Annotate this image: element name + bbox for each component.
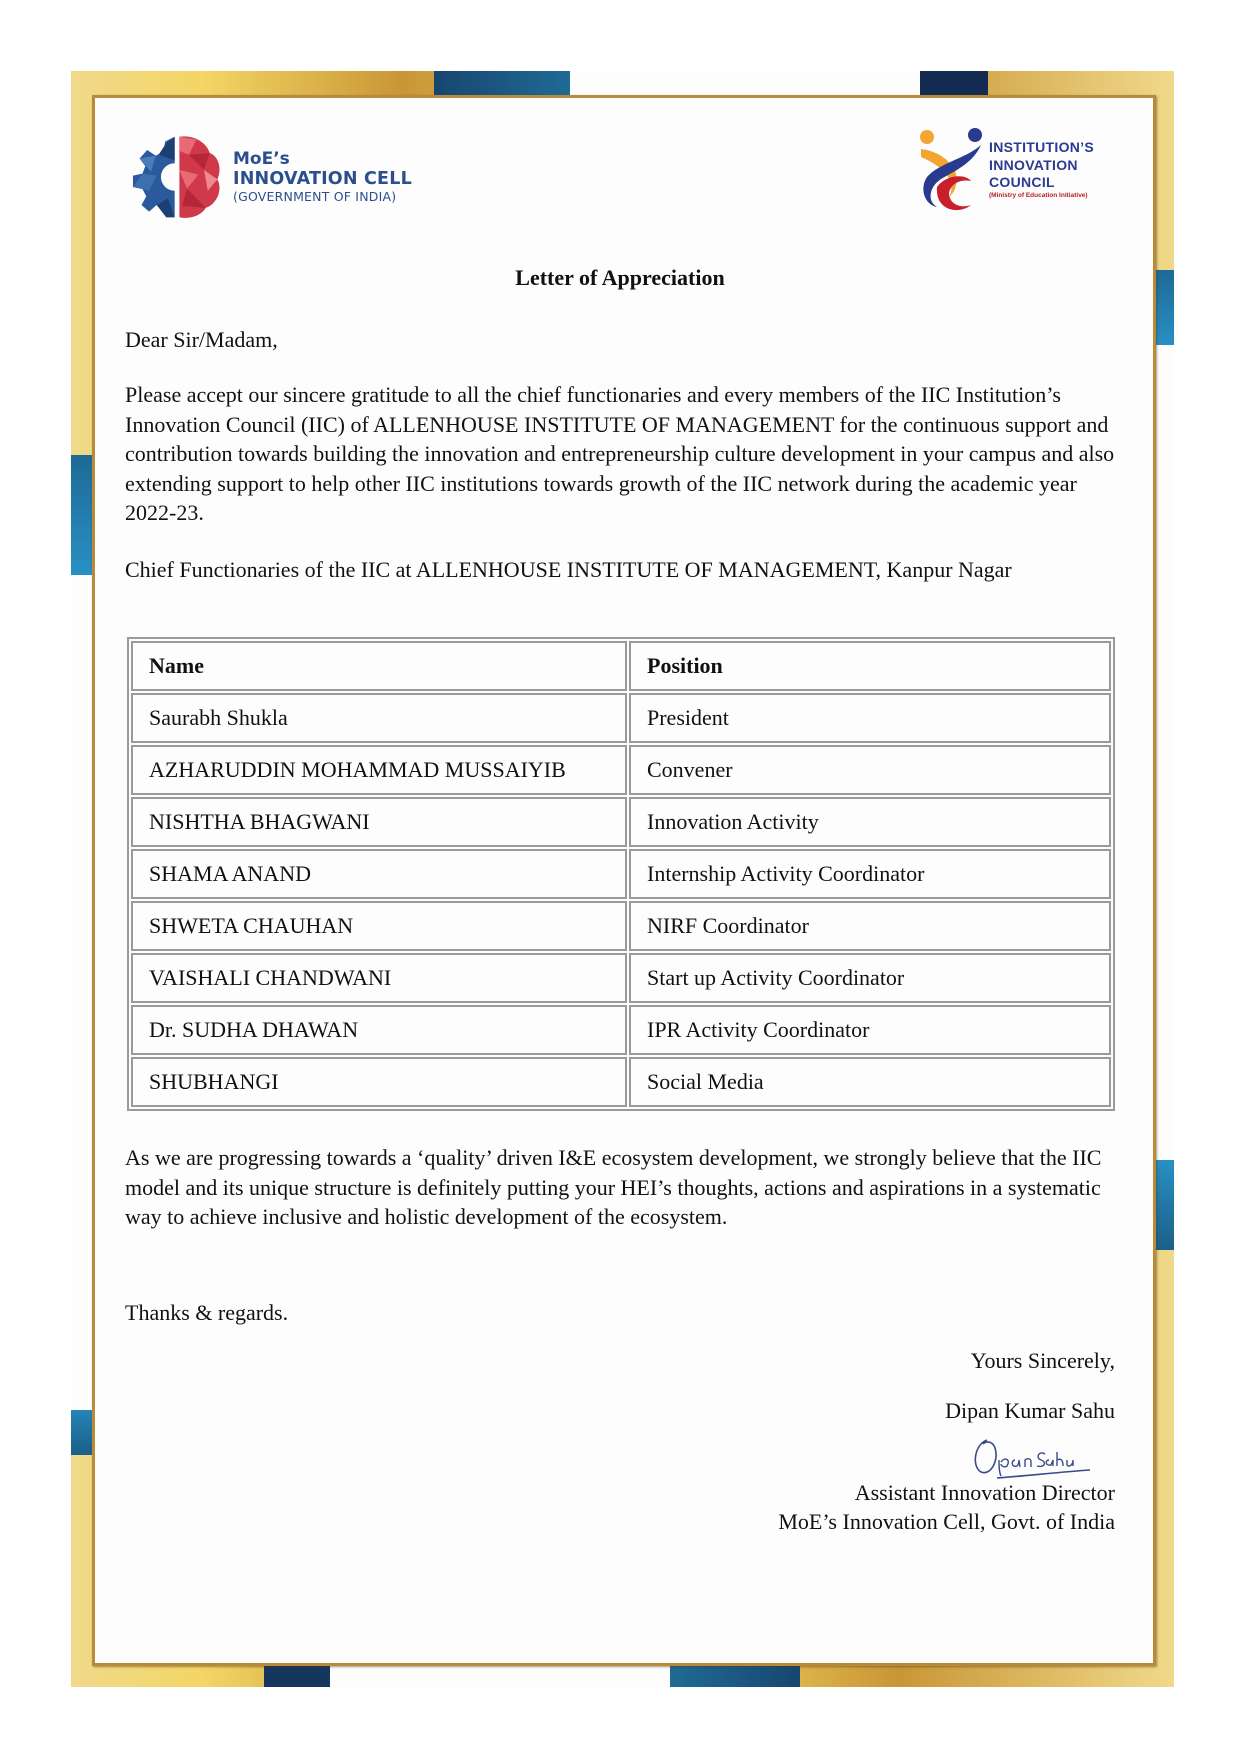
table-row [131, 953, 1111, 1003]
table-row [131, 693, 1111, 743]
column-header-position: Position [629, 641, 1111, 691]
signatory-organization: MoE’s Innovation Cell, Govt. of India [778, 1509, 1115, 1534]
table-row [131, 849, 1111, 899]
moe-logo-line1: MoE’s [233, 149, 290, 170]
iic-logo [915, 122, 1125, 217]
iic-logo-line3: COUNCIL [989, 174, 1055, 191]
moe-innovation-cell-logo [130, 132, 430, 222]
gear-brain-logo-icon [130, 132, 225, 222]
table-row [131, 745, 1111, 795]
moe-logo-line3: (GOVERNMENT OF INDIA) [233, 188, 397, 204]
letter-title: Letter of Appreciation [515, 265, 725, 290]
frame-gap [330, 1665, 670, 1687]
member-name: SHWETA CHAUHAN [131, 901, 627, 951]
closing-paragraph: As we are progressing towards a ‘quality’ driven I&E ecosystem development, we strongly believe that the IIC model and its unique structure is definitely putting your HEI’s thoughts, actions and aspirations in a systematic way to achieve inclusive and holistic development of the ecosystem. [125, 1145, 1102, 1229]
iic-logo-line2: INNOVATION [989, 156, 1078, 173]
functionaries-table [127, 637, 1115, 1111]
member-position: IPR Activity Coordinator [629, 1005, 1111, 1055]
iic-logo-line1: INSTITUTION’S [989, 139, 1095, 156]
frame-accent-blue [434, 71, 570, 95]
thanks-line: Thanks & regards. [125, 1300, 289, 1325]
member-position: President [629, 693, 1111, 743]
moe-logo-line2: INNOVATION CELL [233, 169, 412, 190]
member-name: NISHTHA BHAGWANI [131, 797, 627, 847]
member-name: SHUBHANGI [131, 1057, 627, 1107]
member-position: Convener [629, 745, 1111, 795]
handwritten-signature-icon [965, 1430, 1105, 1485]
frame-accent-navy [920, 71, 988, 95]
table-row [131, 797, 1111, 847]
member-name: VAISHALI CHANDWANI [131, 953, 627, 1003]
frame-gap [71, 575, 92, 1410]
member-position: Start up Activity Coordinator [629, 953, 1111, 1003]
frame-accent-navy [264, 1665, 330, 1687]
frame-accent-blue [71, 455, 92, 575]
member-position: Social Media [629, 1057, 1111, 1107]
member-position: Internship Activity Coordinator [629, 849, 1111, 899]
signatory-name: Dipan Kumar Sahu [945, 1398, 1115, 1423]
iic-logo-tagline: (Ministry of Education Initiative) [989, 191, 1088, 199]
member-position: Innovation Activity [629, 797, 1111, 847]
member-name: AZHARUDDIN MOHAMMAD MUSSAIYIB [131, 745, 627, 795]
frame-accent-blue [1153, 1160, 1174, 1250]
frame-accent-blue [71, 1410, 92, 1455]
functionaries-intro: Chief Functionaries of the IIC at ALLENHOUSE INSTITUTE OF MANAGEMENT, Kanpur Nagar [125, 557, 1012, 582]
frame-accent-blue [1153, 270, 1174, 345]
member-position: NIRF Coordinator [629, 901, 1111, 951]
frame-accent-blue [670, 1665, 800, 1687]
iic-figure-logo-icon [915, 127, 987, 212]
member-name: SHAMA ANAND [131, 849, 627, 899]
table-header-row [131, 641, 1111, 691]
salutation: Dear Sir/Madam, [125, 327, 278, 352]
member-name: Saurabh Shukla [131, 693, 627, 743]
body-paragraph: Please accept our sincere gratitude to all the chief functionaries and every members of the IIC Institution’s Innovation Council (IIC) of ALLENHOUSE INSTITUTE OF MANAGEMENT for the continuous support and contribution towards building the innovation and entrepreneurship culture development in your campus and also extending support to help other IIC institutions towards growth of the IIC network during the academic year 2022-23. [125, 382, 1115, 525]
signoff: Yours Sincerely, [970, 1348, 1115, 1373]
table-row [131, 1005, 1111, 1055]
frame-gap [1153, 345, 1174, 1160]
signatory-title: Assistant Innovation Director [854, 1480, 1115, 1505]
member-name: Dr. SUDHA DHAWAN [131, 1005, 627, 1055]
column-header-name: Name [131, 641, 627, 691]
table-row [131, 901, 1111, 951]
table-row [131, 1057, 1111, 1107]
frame-gap [570, 71, 920, 95]
